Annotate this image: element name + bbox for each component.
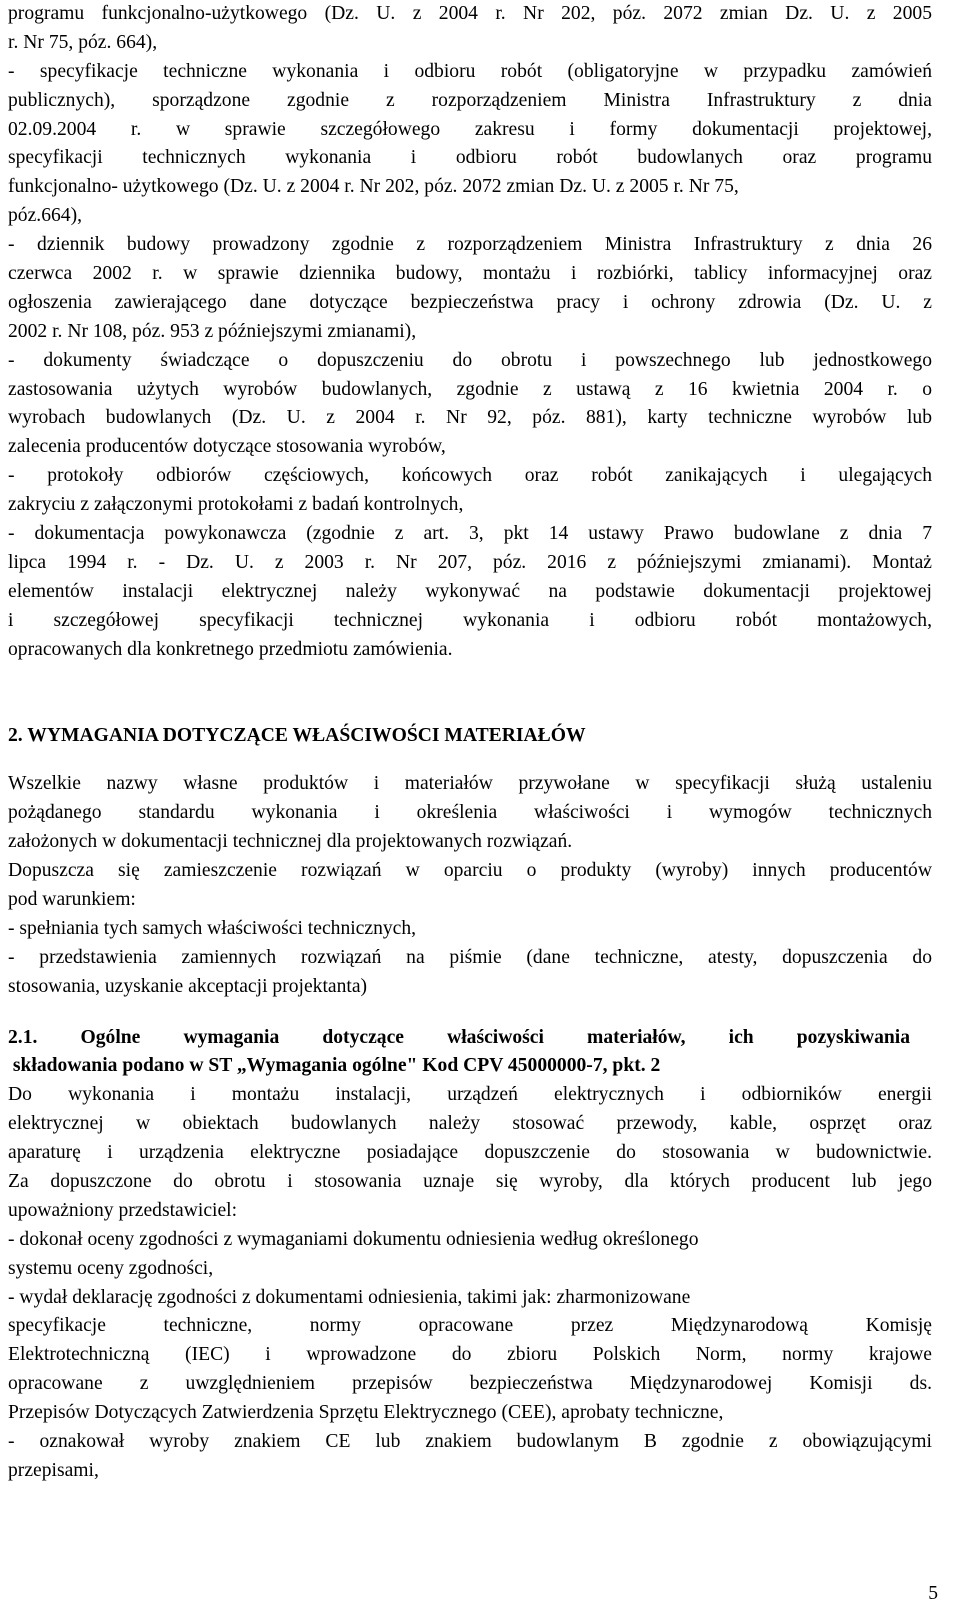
text-line: Przepisów Dotyczących Zatwierdzenia Sprzętu Elektrycznego (CEE), aprobaty techniczne, <box>8 1402 724 1424</box>
text-line: upoważniony przedstawiciel: <box>8 1199 238 1221</box>
text-line: funkcjonalno- użytkowego (Dz. U. z 2004 r. Nr 202, póz. 2072 zmian Dz. U. z 2005 r. Nr 75, <box>8 176 739 198</box>
text-line: - protokoły odbiorów częściowych, końcowych oraz robót zanikających i ulegających <box>8 465 932 487</box>
text-line: zalecenia producentów dotyczące stosowania wyrobów, <box>8 436 446 458</box>
text-line: 2002 r. Nr 108, póz. 953 z późniejszymi zmianami), <box>8 320 417 342</box>
text-line: lipca 1994 r. - Dz. U. z 2003 r. Nr 207, póz. 2016 z późniejszymi zmianami). Montaż <box>8 551 932 573</box>
text-line: opracowanych dla konkretnego przedmiotu zamówienia. <box>8 638 453 660</box>
text-line: zakryciu z załączonymi protokołami z badań kontrolnych, <box>8 494 464 516</box>
document-page <box>8 0 932 1486</box>
text-line: - wydał deklarację zgodności z dokumentami odniesienia, takimi jak: zharmonizowane <box>8 1286 691 1308</box>
text-line: elektrycznej w obiektach budowlanych należy stosować przewody, kable, osprzęt oraz <box>8 1113 932 1135</box>
text-line: specyfikacji technicznych wykonania i odbioru robót budowlanych oraz programu <box>8 147 932 169</box>
text-line: - spełniania tych samych właściwości technicznych, <box>8 917 417 939</box>
text-line: pożądanego standardu wykonania i określenia właściwości i wymogów technicznych <box>8 802 932 824</box>
text-line: - specyfikacje techniczne wykonania i odbioru robót (obligatoryjne w przypadku zamówień <box>8 60 932 82</box>
text-line: Za dopuszczone do obrotu i stosowania uznaje się wyroby, dla których producent lub jego <box>8 1170 932 1192</box>
text-line: publicznych), sporządzone zgodnie z rozporządzeniem Ministra Infrastruktury z dnia <box>8 89 932 111</box>
text-line: - oznakował wyroby znakiem CE lub znakiem budowlanym B zgodnie z obowiązującymi <box>8 1430 932 1452</box>
text-line: ogłoszenia zawierającego dane dotyczące bezpieczeństwa pracy i ochrony zdrowia (Dz. U. z <box>8 291 932 313</box>
text-line: opracowane z uwzględnieniem przepisów bezpieczeństwa Międzynarodowej Komisji ds. <box>8 1373 932 1395</box>
text-line: wyrobach budowlanych (Dz. U. z 2004 r. Nr 92, póz. 881), karty techniczne wyrobów lub <box>8 407 932 429</box>
text-line: czerwca 2002 r. w sprawie dziennika budowy, montażu i rozbiórki, tablicy informacyjnej oraz <box>8 263 932 285</box>
text-line: póz.664), <box>8 205 83 227</box>
paragraph-block-materials <box>8 770 932 1001</box>
text-line: założonych w dokumentacji technicznej dla projektowanych rozwiązań. <box>8 831 573 853</box>
text-line: stosowania, uzyskanie akceptacji projektanta) <box>8 975 368 997</box>
subheading-line: składowania podano w ST „Wymagania ogólne" Kod CPV 45000000-7, pkt. 2 <box>8 1055 661 1077</box>
text-line: aparaturę i urządzenia elektryczne posiadające dopuszczenie do stosowania w budownictwie. <box>8 1142 932 1164</box>
text-line: i szczegółowej specyfikacji technicznej wykonania i odbioru robót montażowych, <box>8 609 932 631</box>
text-line: - dziennik budowy prowadzony zgodnie z rozporządzeniem Ministra Infrastruktury z dnia 26 <box>8 234 932 256</box>
text-line: pod warunkiem: <box>8 888 136 910</box>
text-line: Do wykonania i montażu instalacji, urządzeń elektrycznych i odbiorników energii <box>8 1084 932 1106</box>
section-heading-2: 2. WYMAGANIA DOTYCZĄCE WŁAŚCIWOŚCI MATERIAŁÓW <box>8 725 586 747</box>
text-line: r. Nr 75, póz. 664), <box>8 31 158 53</box>
paragraph-block-documentation <box>8 0 932 664</box>
text-line: Dopuszcza się zamieszczenie rozwiązań w oparciu o produkty (wyroby) innych producentów <box>8 860 932 882</box>
text-line: elementów instalacji elektrycznej należy wykonywać na podstawie dokumentacji projektowej <box>8 580 932 602</box>
text-line: Wszelkie nazwy własne produktów i materiałów przywołane w specyfikacji służą ustaleniu <box>8 773 932 795</box>
subheading-line: 2.1. Ogólne wymagania dotyczące właściwości materiałów, ich pozyskiwania <box>8 1026 910 1048</box>
text-line: programu funkcjonalno-użytkowego (Dz. U. z 2004 r. Nr 202, póz. 2072 zmian Dz. U. z 2005 <box>8 3 932 24</box>
paragraph-block-installation <box>8 1081 932 1485</box>
text-line: Elektrotechniczną (IEC) i wprowadzone do zbioru Polskich Norm, normy krajowe <box>8 1344 932 1366</box>
text-line: - dokumentacja powykonawcza (zgodnie z art. 3, pkt 14 ustawy Prawo budowlane z dnia 7 <box>8 523 932 545</box>
text-line: - dokumenty świadczące o dopuszczeniu do obrotu i powszechnego lub jednostkowego <box>8 349 932 371</box>
text-line: przepisami, <box>8 1459 99 1481</box>
text-line: 02.09.2004 r. w sprawie szczegółowego zakresu i formy dokumentacji projektowej, <box>8 118 932 140</box>
text-line: zastosowania użytych wyrobów budowlanych, zgodnie z ustawą z 16 kwietnia 2004 r. o <box>8 378 932 400</box>
spacer <box>8 751 932 770</box>
text-line: - przedstawienia zamiennych rozwiązań na piśmie (dane techniczne, atesty, dopuszczenia do <box>8 946 932 968</box>
text-line: specyfikacje techniczne, normy opracowane przez Międzynarodową Komisję <box>8 1315 932 1337</box>
text-line: systemu oceny zgodności, <box>8 1257 214 1279</box>
section-heading-2-1 <box>8 1024 932 1082</box>
page-number: 5 <box>928 1583 938 1604</box>
text-line: - dokonał oceny zgodności z wymaganiami dokumentu odniesienia według określonego <box>8 1228 699 1250</box>
spacer <box>8 1002 932 1024</box>
spacer <box>8 664 932 722</box>
